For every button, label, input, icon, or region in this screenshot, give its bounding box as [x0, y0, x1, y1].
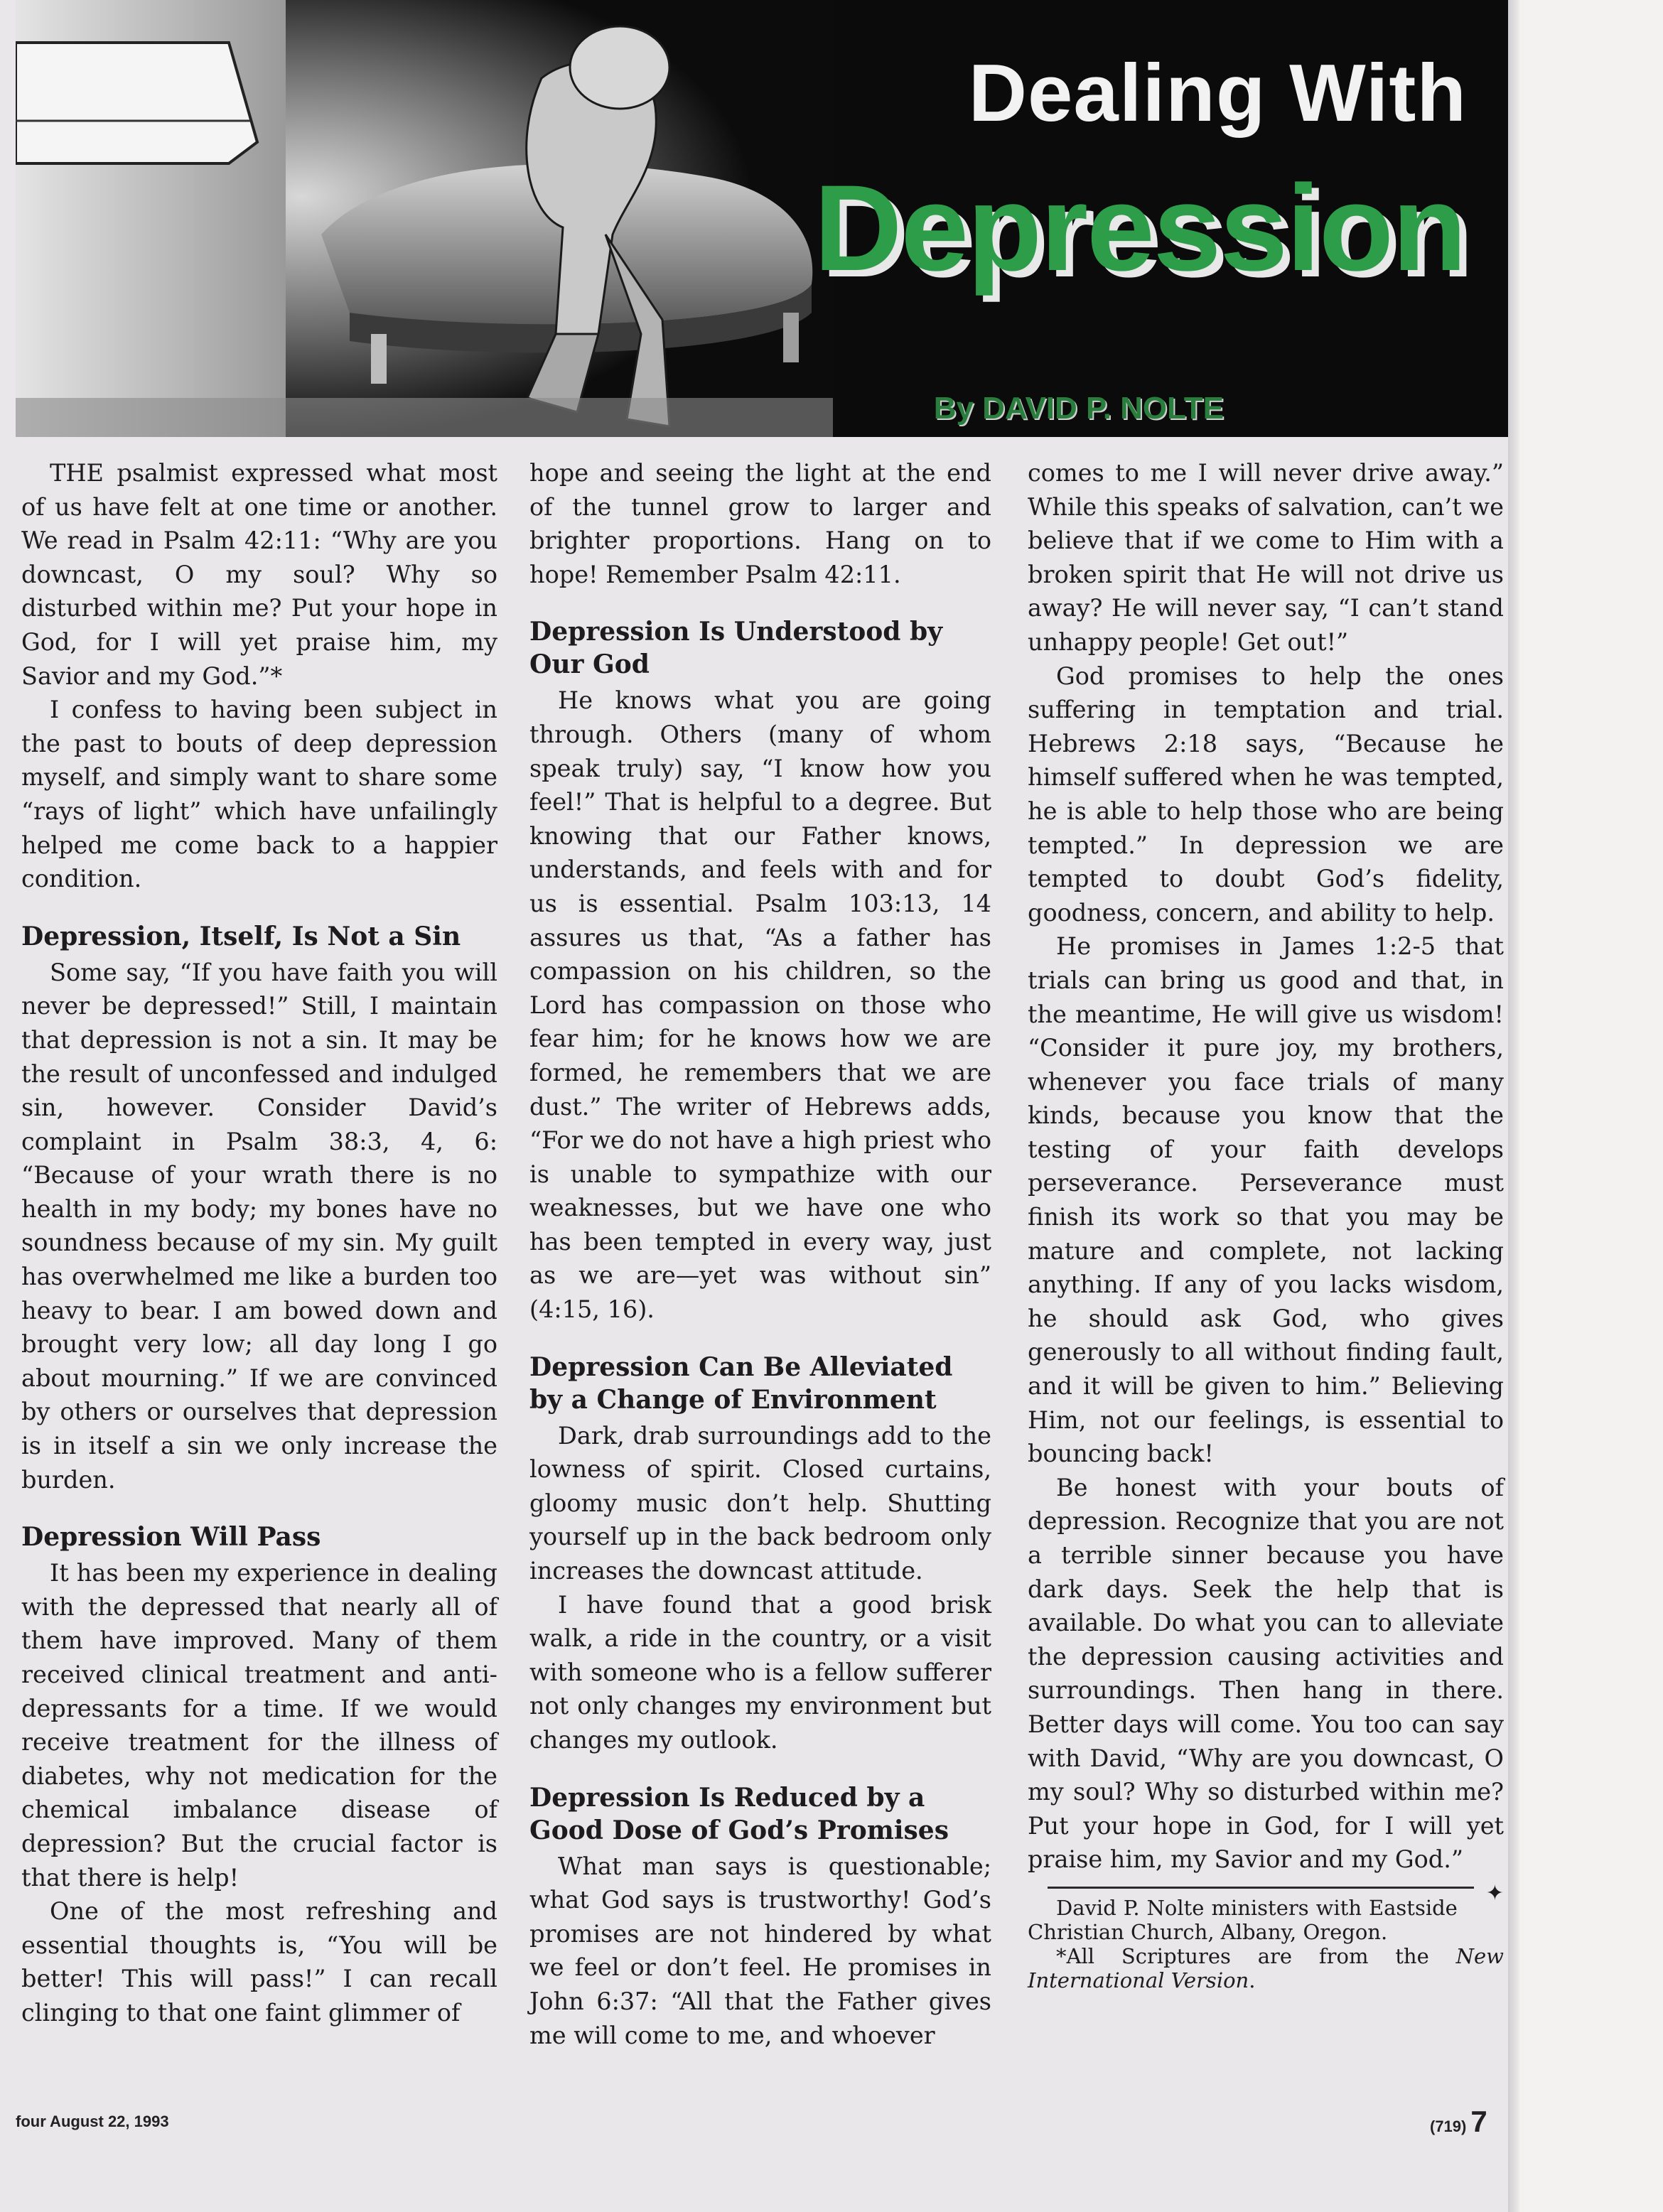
author-bio: David P. Nolte ministers with Eastside Christian Church, Albany, Oregon.: [1028, 1895, 1458, 1944]
section-heading: Depression Is Understood by Our God: [529, 617, 943, 680]
section-heading: Depression, Itself, Is Not a Sin: [21, 921, 461, 951]
paragraph: THE psalmist expressed what most of us have felt at one time or another. We read in Psalm 42:11: “Why are you downcast, O my soul? Why so disturbed within me? Put your hope in God, for I will yet praise him, my Savior and my God.”*: [21, 459, 497, 690]
paragraph: He promises in James 1:2-5 that trials can bring us good and that, in the meantime, He will give us wisdom! “Consider it pure joy, my brothers, whenever you face trials of many kinds, because you know that the testing of your faith develops perseverance. Perseverance must finish its work so that you may be mature and complete, not lacking anything. If any of you lacks wisdom, he should ask God, who gives generously to all without finding fault, and it will be given to him.” Believing Him, not our feelings, is essential to bouncing back!: [1028, 932, 1504, 1468]
paragraph: I confess to having been subject in the past to bouts of deep depression myself, and simply want to share some “rays of light” which have unfailingly helped me come back to a happier condition.: [21, 696, 497, 893]
article-column-2: [529, 456, 991, 2052]
title-line-2: Depression: [814, 160, 1465, 296]
scripture-version: New International Version: [1028, 1943, 1504, 1992]
end-mark-icon: ✦: [1485, 1880, 1504, 1906]
paragraph: Some say, “If you have faith you will never be depressed!” Still, I maintain that depression is not a sin. It may be the result of unconfessed and indulged sin, however. Consider David’s complaint in Psalm 38:3, 4, 6: “Because of your wrath there is no health in my body; my bones have no soundness because of my sin. My guilt has overwhelmed me like a burden too heavy to bear. I am bowed down and brought very low; all day long I go about mourning.” If we are convinced by others or ourselves that depression is in itself a sin we only increase the burden.: [21, 958, 497, 1494]
section-heading: Depression Is Reduced by a Good Dose of God’s Promises: [529, 1782, 949, 1845]
closing-paragraph-text: Be honest with your bouts of depression. Recognize that you are not a terrible sinner because you have dark days. Seek the help that is available. Do what you can to alleviate the depression causing activities and surroundings. Then hang in there. Better days will come. You too can say with David, “Why are you downcast, O my soul? Why so disturbed within me? Put your hope in God, for I will yet praise him, my Savior and my God.”: [1028, 1473, 1504, 1874]
page-edge: [1519, 0, 1663, 2212]
paragraph: hope and seeing the light at the end of the tunnel grow to larger and brighter proportions. Hang on to hope! Remember Psalm 42:11.: [529, 459, 991, 588]
title-line-1: Dealing With: [968, 48, 1467, 139]
paragraph: It has been my experience in dealing with the depressed that nearly all of them have improved. Many of them received clinical treatment and anti-depressants for a time. If we would receive treatment for the illness of diabetes, why not medication for the chemical imbalance disease of depression? But the crucial factor is that there is help!: [21, 1559, 497, 1892]
paragraph: I have found that a good brisk walk, a ride in the country, or a visit with someone who is a fellow sufferer not only changes my environment but changes my outlook.: [529, 1590, 991, 1754]
paragraph: What man says is questionable; what God says is trustworthy! God’s promises are not hindered by what we feel or don’t feel. He promises in John 6:37: “All that the Father gives me will come to me, and whoever: [529, 1852, 991, 2049]
scripture-note-prefix: *All Scriptures are from the: [1056, 1943, 1456, 1968]
paragraph: [1028, 1471, 1504, 1906]
paragraph: Dark, drab surroundings add to the lowness of spirit. Closed curtains, gloomy music don’t help. Shutting yourself up in the back bedroom only increases the downcast attitude.: [529, 1421, 991, 1585]
byline: By DAVID P. NOLTE: [933, 391, 1224, 426]
paragraph: God promises to help the ones suffering in temptation and trial. Hebrews 2:18 says, “Because he himself suffered when he was tempted, he is able to help those who are being tempted.” In depression we are tempted to doubt God’s fidelity, goodness, concern, and ability to help.: [1028, 662, 1504, 927]
article-column-3: [1028, 456, 1504, 1992]
header-illustration: [16, 0, 1508, 437]
paragraph: comes to me I will never drive away.” While this speaks of salvation, can’t we believe that if we come to Him with a broken spirit that He will not drive us away? He will never say, “I can’t stand unhappy people! Get out!”: [1028, 459, 1504, 656]
scripture-note-suffix: .: [1249, 1968, 1256, 1992]
footer-date: four August 22, 1993: [16, 2113, 169, 2130]
issue-number: (719): [1430, 2117, 1467, 2135]
footer-page: [1430, 2105, 1487, 2139]
footnote-rule: [1048, 1887, 1474, 1889]
article-column-1: [21, 456, 497, 2030]
paragraph: He knows what you are going through. Others (many of whom speak truly) say, “I know how you feel!” That is helpful to a degree. But knowing that our Father knows, understands, and feels with and for us is essential. Psalm 103:13, 14 assures us that, “As a father has compassion on his children, so the Lord has compassion on those who fear him; for he knows how we are formed, he remembers that we are dust.” The writer of Hebrews adds, “For we do not have a high priest who is unable to sympathize with our weaknesses, but we have one who has been tempted in every way, just as we are—yet was without sin” (4:15, 16).: [529, 686, 991, 1324]
page-number: 7: [1470, 2105, 1487, 2138]
scripture-note: [1028, 1944, 1504, 1992]
section-heading: Depression Will Pass: [21, 1522, 321, 1553]
section-heading: Depression Can Be Alleviated by a Change of Environment: [529, 1352, 953, 1415]
paragraph: One of the most refreshing and essential thoughts is, “You will be better! This will pass!” I can recall clinging to that one faint glimmer of: [21, 1897, 497, 2027]
